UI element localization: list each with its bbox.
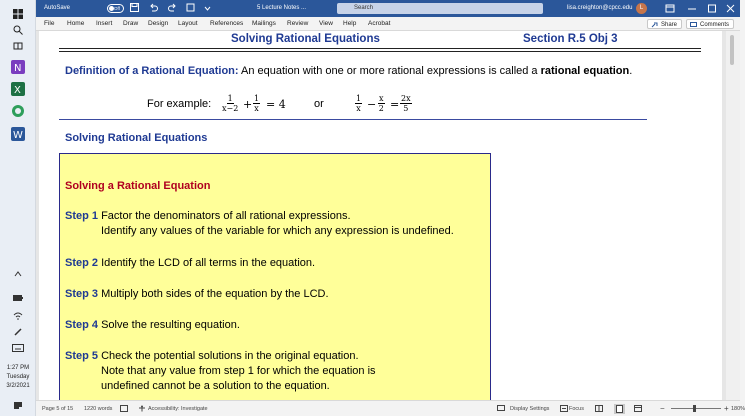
comments-button[interactable] <box>686 19 734 29</box>
example1-fraction-2: $\frac{1}{x}$ <box>254 94 260 113</box>
tab-file[interactable]: File <box>44 20 55 27</box>
step-extra-2: undefined cannot be a solution to the equation. <box>101 380 330 392</box>
zoom-level[interactable]: 180% <box>731 406 745 412</box>
step-extra: Note that any value from step 1 for which the equation is <box>101 365 376 377</box>
definition-body: An equation with one or more rational expressions is called a <box>238 65 541 77</box>
step-4 <box>65 318 485 333</box>
definition-term: rational equation <box>540 65 630 77</box>
close-icon[interactable] <box>726 4 736 13</box>
tab-view[interactable]: View <box>319 20 333 27</box>
save-icon[interactable] <box>130 3 139 14</box>
page-header-title: Solving Rational Equations <box>231 33 380 45</box>
keyboard-icon[interactable] <box>8 338 28 358</box>
redo-icon[interactable] <box>168 3 177 14</box>
recycle-app-icon[interactable] <box>8 101 28 121</box>
tab-layout[interactable]: Layout <box>178 20 198 27</box>
clock-time[interactable]: 1:27 PM <box>6 365 30 371</box>
step-1 <box>65 209 485 239</box>
tab-home[interactable]: Home <box>67 20 85 27</box>
definition-end: . <box>629 65 633 77</box>
zoom-in-icon[interactable]: + <box>724 404 729 413</box>
step-text: Multiply both sides of the equation by the LCD. <box>98 288 329 300</box>
ribbon-display-icon[interactable] <box>665 4 675 13</box>
share-label: Share <box>661 22 678 28</box>
page-count[interactable]: Page 5 of 15 <box>42 406 74 412</box>
autosave-toggle[interactable]: Off <box>107 4 124 13</box>
onenote-app-icon[interactable] <box>8 57 28 77</box>
step-text: Check the potential solutions in the original equation. <box>98 350 359 362</box>
step-label: Step 4 <box>65 319 99 331</box>
clock-day: Tuesday <box>6 374 30 380</box>
windows-taskbar <box>0 0 36 416</box>
display-settings[interactable]: Display Settings <box>510 406 550 412</box>
tab-design[interactable]: Design <box>148 20 169 27</box>
step-label: Step 3 <box>65 288 99 300</box>
step-label: Step 5 <box>65 350 99 362</box>
battery-icon[interactable] <box>8 288 28 308</box>
task-view-icon[interactable] <box>8 36 28 56</box>
quick-access-icon[interactable] <box>186 3 195 14</box>
page-header-section: Section R.5 Obj 3 <box>523 33 618 45</box>
focus-icon[interactable] <box>560 405 568 414</box>
title-bar <box>36 0 740 17</box>
header-divider <box>59 48 701 49</box>
excel-app-icon[interactable] <box>8 79 28 99</box>
step-text: Solve the resulting equation. <box>98 319 240 331</box>
step-label: Step 2 <box>65 257 99 269</box>
avatar[interactable]: L <box>636 3 647 14</box>
example2-minus: − <box>367 98 377 111</box>
web-layout-icon[interactable] <box>634 405 642 414</box>
customize-toolbar-icon[interactable] <box>204 3 211 14</box>
comments-label: Comments <box>700 22 730 28</box>
document-title: 5 Lecture Notes ... <box>257 5 307 11</box>
example2-fraction-3: $\frac{2x}{5}$ <box>401 94 411 113</box>
search-input[interactable]: Search <box>337 3 543 14</box>
step-3 <box>65 287 485 302</box>
tab-review[interactable]: Review <box>287 20 309 27</box>
tab-help[interactable]: Help <box>343 20 357 27</box>
tab-mailings[interactable]: Mailings <box>252 20 276 27</box>
word-app-icon[interactable] <box>8 124 28 144</box>
document-area <box>36 31 740 400</box>
zoom-slider[interactable] <box>671 408 721 409</box>
document-page[interactable] <box>39 31 722 400</box>
step-2 <box>65 256 485 271</box>
display-settings-icon[interactable] <box>497 405 505 414</box>
example2-fraction-2: $\frac{x}{2}$ <box>378 94 384 113</box>
tab-acrobat[interactable]: Acrobat <box>368 20 391 27</box>
example1-fraction-1: $\frac{1}{x-2}$ <box>222 94 239 113</box>
share-button[interactable] <box>647 19 682 29</box>
step-5 <box>65 349 485 394</box>
step-label: Step 1 <box>65 210 99 222</box>
definition-title: Definition of a Rational Equation: <box>65 65 239 77</box>
or-label: or <box>314 98 324 110</box>
example2-equals: = <box>390 98 400 111</box>
zoom-slider-thumb[interactable] <box>693 405 696 412</box>
vertical-scrollbar[interactable] <box>726 31 740 400</box>
maximize-icon[interactable] <box>707 4 717 13</box>
scrollbar-thumb[interactable] <box>730 35 734 65</box>
chevron-up-icon[interactable] <box>8 264 28 284</box>
steps-box <box>59 153 491 403</box>
step-extra: Identify any values of the variable for which any expression is undefined. <box>101 225 454 237</box>
ribbon-tabs <box>36 17 740 31</box>
status-bar <box>36 400 745 416</box>
read-mode-icon[interactable] <box>595 405 603 414</box>
accessibility-status[interactable]: Accessibility: Investigate <box>148 406 208 412</box>
word-count[interactable]: 1220 words <box>84 406 113 412</box>
tab-references[interactable]: References <box>210 20 244 27</box>
section-divider <box>59 119 647 120</box>
svg-text:W: W <box>13 130 23 141</box>
example2-fraction-1: $\frac{1}{x}$ <box>356 94 362 113</box>
example-label: For example: <box>147 98 212 110</box>
accessibility-icon[interactable] <box>138 405 146 414</box>
steps-box-title: Solving a Rational Equation <box>65 180 211 192</box>
definition-paragraph <box>65 64 665 79</box>
notification-icon[interactable] <box>8 396 28 416</box>
tab-draw[interactable]: Draw <box>123 20 139 27</box>
step-text: Identify the LCD of all terms in the equation. <box>98 257 316 269</box>
tab-insert[interactable]: Insert <box>96 20 113 27</box>
zoom-out-icon[interactable]: − <box>660 404 665 413</box>
minimize-icon[interactable] <box>687 4 697 13</box>
step-text: Factor the denominators of all rational expressions. <box>98 210 351 222</box>
account-email[interactable]: lisa.creighton@cpcc.edu <box>567 5 633 11</box>
undo-icon[interactable] <box>149 3 158 14</box>
clock-date: 3/2/2021 <box>6 383 30 389</box>
svg-text:N: N <box>14 63 22 74</box>
section-title: Solving Rational Equations <box>65 132 208 144</box>
example1-equals: = 4 <box>266 98 286 111</box>
svg-text:X: X <box>14 85 21 96</box>
proofing-icon[interactable] <box>120 405 128 414</box>
example1-plus: + <box>243 98 253 111</box>
focus-mode[interactable]: Focus <box>569 406 584 412</box>
autosave-label: AutoSave <box>44 5 71 11</box>
print-layout-icon[interactable] <box>614 404 625 414</box>
header-divider-2 <box>59 51 701 52</box>
